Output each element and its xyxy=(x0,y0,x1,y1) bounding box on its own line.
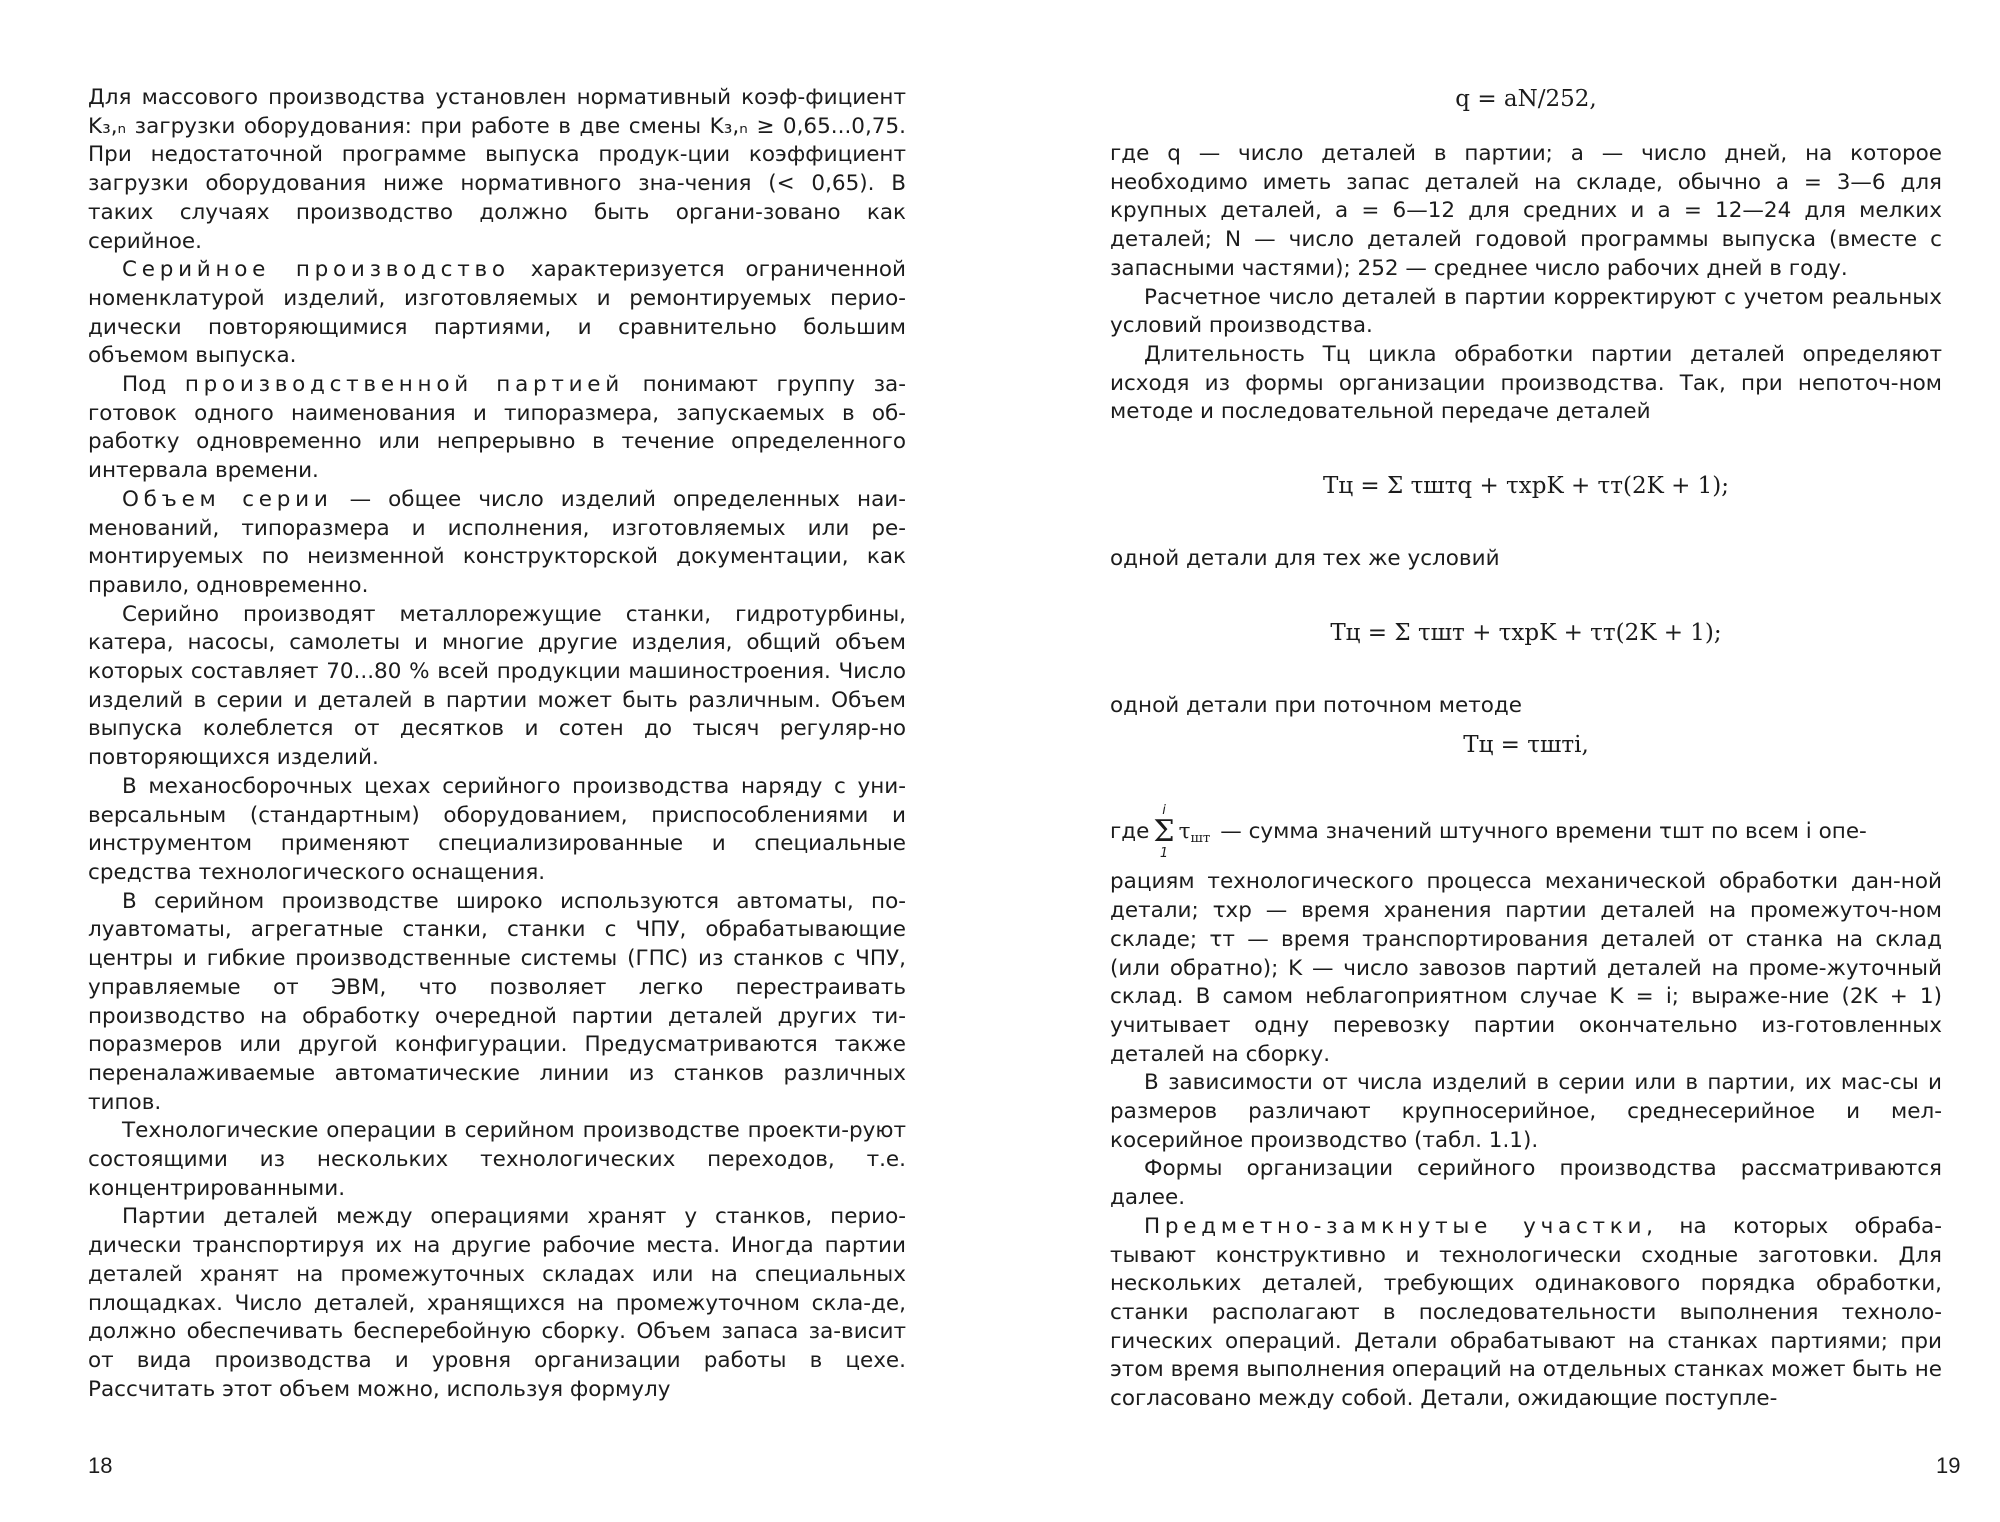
term-emphasis: Серийное производство xyxy=(122,257,510,283)
paragraph: Формы организации серийного производства рассматриваются далее. xyxy=(1110,1156,1942,1211)
paragraph: где q — число деталей в партии; a — число дней, на которое необходимо иметь запас деталей на складе, обычно a = 3—6 для крупных деталей, a = 6—12 для средних и a = 12—24 для мелких деталей; N — число деталей годовой программы выпуска (вместе с запасными частями); 252 — среднее число рабочих дней в году. xyxy=(1110,141,1942,281)
paragraph: Длительность Tц цикла обработки партии деталей определяют исходя из формы организации производства. Так, при непоточ-ном методе и последовательной передаче деталей xyxy=(1110,341,1942,425)
paragraph xyxy=(88,256,906,371)
paragraph: одной детали при поточном методе xyxy=(1110,692,1522,718)
paragraph-text: характеризуется ограниченной номенклатурой изделий, изготовляемых и ремонтируемых перио-дически повторяющимися партиями, и сравнительно большим объемом выпуска. xyxy=(88,257,906,369)
term-emphasis: Предметно-замкнутые участки xyxy=(1144,1213,1647,1239)
paragraph: Технологические операции в серийном производстве проекти-руют состоящими из нескольких технологических переходов, т.е. концентрированными. xyxy=(88,1118,906,1201)
paragraph: Партии деталей между операциями хранят у станков, перио-дически транспортируя их на другие рабочие места. Иногда партии деталей хранят на промежуточных складах или на специальных площадках. Число деталей, хранящихся на промежуточном скла-де, должно обеспечивать бесперебойную сборку. Объем запаса за-висит от вида производства и уровня организации работы в цехе. Рассчитать этот объем можно, используя формулу xyxy=(88,1204,906,1402)
paragraph: Серийно производят металлорежущие станки, гидротурбины, катера, насосы, самолеты и многие другие изделия, общий объем которых составляет 70...80 % всей продукции машиностроения. Число изделий в серии и деталей в партии может быть различным. Объем выпуска колеблется от десятков и сотен до тысяч регуляр-но повторяющихся изделий. xyxy=(88,601,906,771)
paragraph: рациям технологического процесса механической обработки дан-ной детали; τхр — время хранения партии деталей на промежуточ-ном складе; τт — время транспортирования деталей от станка на склад (или обратно); K — число завозов партий деталей на проме-жуточный склад. В самом неблагоприятном случае K = i; выраже-ние (2K + 1) учитывает одну перевозку партии окончательно из-готовленных деталей на сборку. xyxy=(1110,869,1942,1067)
paragraph: одной детали для тех же условий xyxy=(1110,546,1500,572)
paragraph: В механосборочных цехах серийного производства наряду с уни-версальным (стандартным) оборудованием, приспособлениями и инструментом применяют специализированные и специальные средства технологического оснащения. xyxy=(88,773,906,885)
paragraph-text: — общее число изделий определенных наи-менований, типоразмера и исполнения, изготовляемых или ре-монтируемых по неизменной конструкторской документации, как правило, одновременно. xyxy=(88,486,906,598)
paragraph: В серийном производстве широко используются автоматы, по-луавтоматы, агрегатные станки, станки с ЧПУ, обрабатывающие центры и гибкие производственные системы (ГПС) из станков с ЧПУ, управляемые от ЭВМ, что позволяет легко перестраивать производство на обработку очередной партии деталей других ти-поразмеров или другой конфигурации. Предусматриваются также переналаживаемые автоматические линии из станков различных типов. xyxy=(88,888,906,1115)
sum-lower-limit: 1 xyxy=(1159,846,1169,862)
sigma-icon: Σ xyxy=(1153,814,1175,850)
formula-cycle-batch: Tц = Σ τштq + τхрK + τт(2K + 1); xyxy=(1322,473,1730,500)
paragraph-text: Под xyxy=(122,372,185,398)
formula-batch-size: q = aN/252, xyxy=(1455,86,1597,112)
formula-cycle-flow: Tц = τштi, xyxy=(1463,732,1589,759)
paragraph-text: понимают группу за-готовок одного наименования и типоразмера, запускаемых в об-работку одновременно или непрерывно в течение определенного интервала времени. xyxy=(88,372,906,484)
paragraph: Расчетное число деталей в партии корректируют с учетом реальных условий производства. xyxy=(1110,284,1942,339)
paragraph xyxy=(88,486,906,601)
right-text-column xyxy=(1110,84,1942,1414)
right-page xyxy=(1000,0,2000,1522)
paragraph xyxy=(1110,1213,1942,1414)
sum-upper-limit: i xyxy=(1162,803,1166,819)
sum-symbol xyxy=(1153,804,1174,860)
paragraph-text: , на которых обраба-тывают конструктивно и технологически сходные заготовки. Для нескольких деталей, требующих одинакового порядка обработки, станки располагают в последовательности выполнения техноло-гических операций. Детали обрабатывают на станках партиями; при этом время выполнения операций на отдельных станках может быть не согласовано между собой. Детали, ожидающие поступле- xyxy=(1110,1213,1942,1412)
sum-explanation-line xyxy=(1110,796,1942,868)
page-number: 19 xyxy=(1936,1453,1961,1478)
paragraph xyxy=(88,371,906,486)
paragraph-text: — сумма значений штучного времени τшт по всем i опе- xyxy=(1220,819,1867,845)
left-text-column xyxy=(88,84,906,1404)
paragraph: Для массового производства установлен нормативный коэф-фициент K₃,ₙ загрузки оборудования: при работе в две смены K₃,ₙ ≥ 0,65...0,75. При недостаточной программе выпуска продук-ции коэффициент загрузки оборудования ниже нормативного зна-чения (< 0,65). В таких случаях производство должно быть органи-зовано как серийное. xyxy=(88,85,906,254)
term-emphasis: Объем серии xyxy=(122,486,333,512)
tau-symbol: $\tau_{шт}$ xyxy=(1178,819,1211,847)
paragraph: В зависимости от числа изделий в серии или в партии, их мас-сы и размеров различают крупносерийное, среднесерийное и мел-косерийное производство (табл. 1.1). xyxy=(1110,1070,1942,1153)
paragraph-text: где xyxy=(1110,819,1150,845)
formula-cycle-single: Tц = Σ τшт + τхрK + τт(2K + 1); xyxy=(1330,619,1722,646)
term-emphasis: производственной партией xyxy=(184,372,624,398)
page-number: 18 xyxy=(88,1453,113,1478)
